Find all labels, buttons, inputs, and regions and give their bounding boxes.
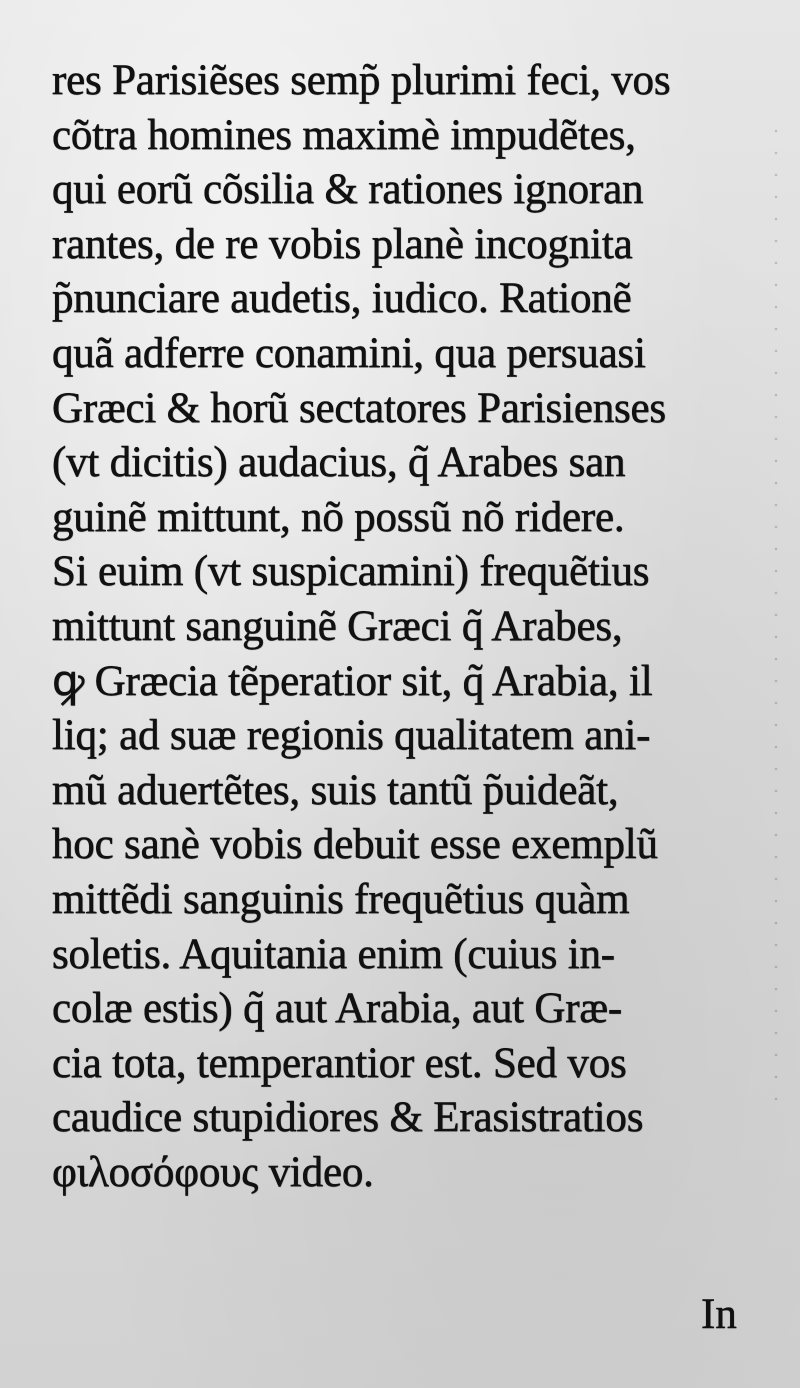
catchword: In [701,1291,737,1338]
text-line: res Parisiẽses semp̃ plurimi feci, vos [52,57,671,104]
text-line: cõtra homines maximè impudẽtes, [52,111,636,159]
text-line: rantes, de re vobis planè incognita [52,220,633,268]
text-line: quã adferre conamini, qua persuasi [52,329,646,377]
text-line: caudice stupidiores & Erasistratios [52,1094,644,1142]
text-line: mũ aduertẽtes, suis tantũ p̃uideãt, [52,766,619,814]
text-line: mittunt sanguinẽ Græci q̃ Arabes, [52,602,623,650]
body-text [52,54,752,1200]
text-line: p̃nunciare audetis, iudico. Rationẽ [52,275,632,323]
text-line: φιλοσόφους video. [52,1148,374,1196]
text-line: soletis. Aquitania enim (cuius in- [52,930,615,978]
text-line: guinẽ mittunt, nõ possũ nõ ridere. [52,493,625,541]
text-line: colæ estis) q̃ aut Arabia, aut Græ- [52,985,622,1033]
margin-dots-decoration [770,120,782,1120]
text-line: Græci & horũ sectatores Parisienses [52,384,666,432]
text-line: hoc sanè vobis debuit esse exemplũ [52,821,658,869]
text-line: (vt dicitis) audacius, q̃ Arabes san [52,439,626,487]
text-line: qui eorũ cõsilia & rationes ignoran [52,166,644,214]
text-line: mittẽdi sanguinis frequẽtius quàm [52,875,630,923]
text-line: Si euim (vt suspicamini) frequẽtius [52,548,650,596]
text-line: cia tota, temperantior est. Sed vos [52,1039,627,1087]
text-line: liq; ad suæ regionis qualitatem ani- [52,712,651,760]
text-line: ꝙ Græcia tẽperatior sit, q̃ Arabia, il [52,657,653,705]
